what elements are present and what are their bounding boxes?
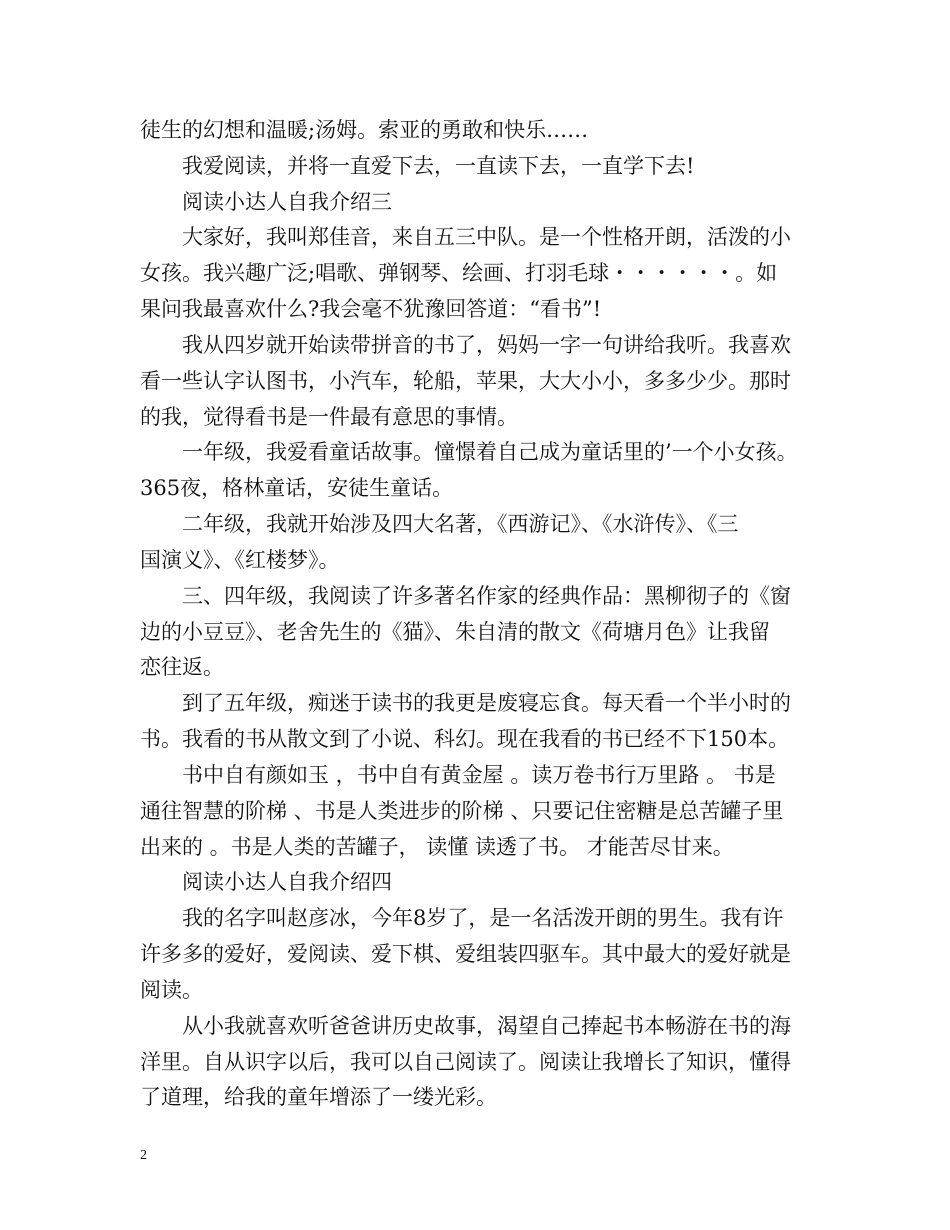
text-line: 许多多的爱好，爱阅读、爱下棋、爱组装四驱车。其中最大的爱好就是 xyxy=(140,942,791,966)
text-line: 女孩。我兴趣广泛;唱歌、弹钢琴、绘画、打羽毛球・・・・・・。如 xyxy=(140,261,778,285)
text-line: 365夜，格林童话，安徒生童话。 xyxy=(140,476,454,500)
text-line: 看一些认字认图书，小汽车，轮船，苹果，大大小小，多多少少。那时 xyxy=(140,369,791,393)
text-line: 通往智慧的阶梯 、书是人类进步的阶梯 、只要记住密糖是总苦罐子里 xyxy=(140,799,784,823)
text-line: 国演义》、《红楼梦》。 xyxy=(140,548,340,572)
text-line: 一年级，我爱看童话故事。憧憬着自己成为童话里的’一个小女孩。 xyxy=(182,440,798,464)
text-line: 恋往返。 xyxy=(140,655,224,679)
text-line: 二年级，我就开始涉及四大名著，《西游记》、《水浒传》、《三 xyxy=(182,512,739,536)
text-line: 三、四年级，我阅读了许多著名作家的经典作品：黑柳彻子的《窗 xyxy=(182,584,791,608)
text-line: 到了五年级，痴迷于读书的我更是废寝忘食。每天看一个半小时的 xyxy=(182,691,791,715)
text-line: 了道理，给我的童年增添了一缕光彩。 xyxy=(140,1085,497,1109)
text-line: 果问我最喜欢什么?我会毫不犹豫回答道：“看书”! xyxy=(140,297,602,321)
text-line: 我从四岁就开始读带拼音的书了，妈妈一字一句讲给我听。我喜欢 xyxy=(182,333,791,357)
text-line: 徒生的幻想和温暖;汤姆。索亚的勇敢和快乐…… xyxy=(140,118,589,142)
text-line: 出来的 。书是人类的苦罐子， 读懂 读透了书。 才能苦尽甘来。 xyxy=(140,835,734,859)
text-line: 书。我看的书从散文到了小说、科幻。现在我看的书已经不下150本。 xyxy=(140,727,790,751)
text-line: 的我，觉得看书是一件最有意思的事情。 xyxy=(140,405,518,429)
text-line: 从小我就喜欢听爸爸讲历史故事，渴望自己捧起书本畅游在书的海 xyxy=(182,1014,791,1038)
text-line: 我的名字叫赵彦冰，今年8岁了，是一名活泼开朗的男生。我有许 xyxy=(182,906,784,930)
text-line: 阅读。 xyxy=(140,978,203,1002)
text-line: 边的小豆豆》、老舍先生的《猫》、朱自清的散文《荷塘月色》让我留 xyxy=(140,620,770,644)
text-line: 洋里。自从识字以后，我可以自己阅读了。阅读让我增长了知识，懂得 xyxy=(140,1050,791,1074)
section-heading: 阅读小达人自我介绍四 xyxy=(182,870,392,894)
page-number: 2 xyxy=(140,1148,147,1163)
text-line: 大家好，我叫郑佳音，来自五三中队。是一个性格开朗，活泼的小 xyxy=(182,225,791,249)
section-heading: 阅读小达人自我介绍三 xyxy=(182,190,392,214)
text-line: 书中自有颜如玉 ，书中自有黄金屋 。读万卷书行万里路 。 书是 xyxy=(182,763,776,787)
text-line: 我爱阅读，并将一直爱下去，一直读下去，一直学下去! xyxy=(182,154,695,178)
